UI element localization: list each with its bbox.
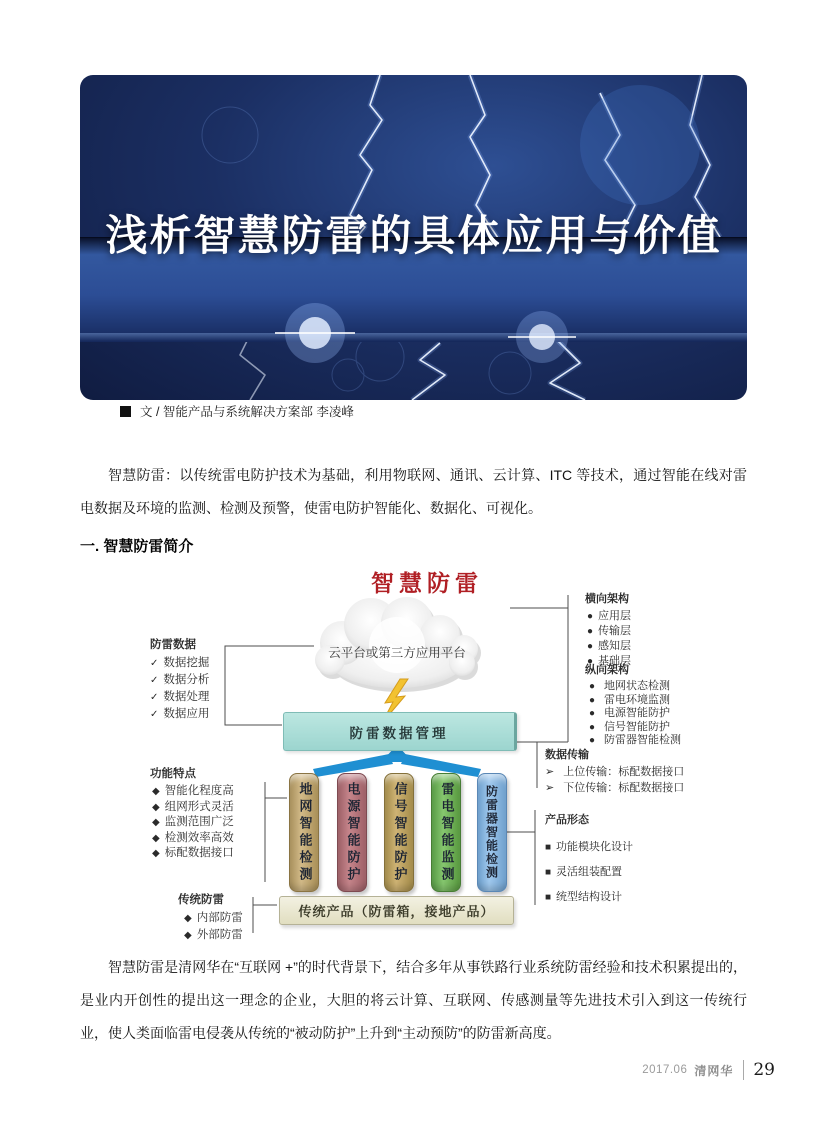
- list-item: ● 基础层: [587, 655, 632, 667]
- group-product-form: 产品形态 ■ 功能模块化设计 ■ 灵活组装配置 ■ 统型结构设计: [545, 811, 633, 910]
- footer-brand-logo: 清网华: [694, 1063, 734, 1078]
- check-bullet-icon: ✓: [150, 675, 159, 686]
- list-item: ● 地网状态检测: [589, 680, 671, 692]
- list-item: ● 传输层: [587, 625, 632, 637]
- smart-lightning-diagram: [80, 565, 747, 950]
- group-lightning-data: 防雷数据 ✓ 数据挖掘 ✓ 数据分析 ✓ 数据处理 ✓ 数据应用: [150, 636, 209, 723]
- diamond-bullet-icon: ◆: [152, 817, 160, 829]
- diamond-bullet-icon: ◆: [184, 913, 192, 924]
- list-item: ◆ 标配数据接口: [152, 846, 234, 862]
- dot-bullet-icon: ●: [587, 626, 594, 637]
- pillar-lightning-monitor: 雷电智能监测: [431, 773, 461, 892]
- list-item: ● 应用层: [587, 610, 632, 622]
- list-item: ◆ 外部防雷: [184, 927, 243, 944]
- dot-bullet-icon: ●: [589, 721, 596, 733]
- list-item: ✓ 数据处理: [150, 689, 209, 706]
- dot-bullet-icon: ●: [587, 611, 594, 622]
- traditional-products-box: 传统产品（防雷箱，接地产品）: [279, 896, 514, 925]
- byline-text: 文 / 智能产品与系统解决方案部 李凌峰: [140, 405, 354, 419]
- list-item: ● 雷电环境监测: [589, 693, 671, 706]
- article-title: 浅析智慧防雷的具体应用与价值: [105, 212, 722, 259]
- square-bullet-icon: ■: [545, 842, 552, 853]
- pillar-arrester: 防雷器智能检测: [477, 773, 507, 892]
- dot-bullet-icon: ●: [589, 681, 596, 692]
- byline: [120, 402, 354, 420]
- page-footer: [642, 1060, 775, 1080]
- data-management-box: 防雷数据管理: [283, 712, 517, 751]
- check-bullet-icon: ✓: [150, 658, 159, 669]
- list-item: ◆ 监测范围广泛: [152, 815, 234, 831]
- footer-divider: [743, 1060, 744, 1080]
- group-traditional: 传统防雷 ◆ 内部防雷 ◆ 外部防雷: [178, 891, 243, 944]
- list-item: ● 信号智能防护: [589, 720, 671, 733]
- arrow-bullet-icon: ➢: [545, 781, 555, 794]
- list-item: ◆ 智能化程度高: [152, 784, 234, 800]
- section-heading: 一. 智慧防雷简介: [80, 538, 194, 555]
- diamond-bullet-icon: ◆: [152, 786, 160, 797]
- list-item: ◆ 检测效率高效: [152, 831, 234, 847]
- list-item: ● 感知层: [587, 640, 632, 652]
- list-item: ■ 功能模块化设计: [545, 835, 633, 860]
- list-item: ◆ 组网形式灵活: [152, 800, 234, 816]
- dot-bullet-icon: ●: [589, 735, 596, 747]
- intro-paragraph: 智慧防雷：以传统雷电防护技术为基础，利用物联网、通讯、云计算、ITC 等技术，通过智能在线对雷电数据及环境的监测、检测及预警，使雷电防护智能化、数据化、可视化。: [80, 467, 747, 516]
- list-item: ➢ 上位传输：标配数据接口: [545, 765, 684, 781]
- diagram-title: 智慧防雷: [371, 570, 483, 597]
- check-bullet-icon: ✓: [150, 692, 159, 703]
- page-number: 29: [753, 1060, 775, 1080]
- byline-square-icon: [120, 406, 131, 417]
- pillar-power: 电源智能防护: [337, 773, 367, 892]
- group-horizontal-arch: 横向架构 ● 应用层 ● 传输层 ● 感知层 ● 基础层: [585, 593, 632, 667]
- square-bullet-icon: ■: [545, 867, 552, 878]
- group-features: 功能特点 ◆ 智能化程度高 ◆ 组网形式灵活 ◆ 监测范围广泛 ◆ 检测效率高效 ◆ 标配数据接口: [150, 765, 234, 862]
- list-item: ✓ 数据挖掘: [150, 655, 209, 672]
- group-data-transfer: 数据传输 ➢ 上位传输：标配数据接口 ➢ 下位传输：标配数据接口: [545, 746, 684, 796]
- square-bullet-icon: ■: [545, 892, 552, 903]
- list-item: ■ 统型结构设计: [545, 885, 633, 910]
- cloud-platform-label: 云平台或第三方应用平台: [328, 645, 466, 660]
- check-bullet-icon: ✓: [150, 709, 159, 720]
- diamond-bullet-icon: ◆: [184, 930, 192, 941]
- list-item: ◆ 内部防雷: [184, 910, 243, 927]
- arrow-bullet-icon: ➢: [545, 766, 555, 778]
- diamond-bullet-icon: ◆: [152, 801, 160, 813]
- dot-bullet-icon: ●: [587, 656, 594, 667]
- pillar-ground-network: 地网智能检测: [289, 773, 319, 892]
- dot-bullet-icon: ●: [587, 641, 594, 652]
- diamond-bullet-icon: ◆: [152, 848, 160, 860]
- dot-bullet-icon: ●: [589, 694, 596, 706]
- banner-image: [80, 75, 747, 400]
- footer-issue: 2017.06: [642, 1064, 688, 1076]
- diamond-bullet-icon: ◆: [152, 832, 160, 844]
- group-vertical-arch: 纵向架构 ● 地网状态检测 ● 雷电环境监测 ● 电源智能防护 ● 信号智能防护 ● 防雷器智能检测: [585, 664, 682, 747]
- list-item: ■ 灵活组装配置: [545, 860, 633, 885]
- pillar-signal: 信号智能防护: [384, 773, 414, 892]
- closing-paragraph: 智慧防雷是清网华在“互联网 +”的时代背景下，结合多年从事铁路行业系统防雷经验和技术积累提出的，是业内开创性的提出这一理念的企业，大胆的将云计算、互联网、传感测量等先进技术引入到这一传统行业，使人类面临雷电侵袭从传统的“被动防护”上升到“主动预防”的防雷新高度。: [80, 959, 747, 1041]
- dot-bullet-icon: ●: [589, 708, 596, 720]
- list-item: ➢ 下位传输：标配数据接口: [545, 781, 684, 797]
- list-item: ✓ 数据分析: [150, 672, 209, 689]
- list-item: ✓ 数据应用: [150, 706, 209, 723]
- list-item: ● 电源智能防护: [589, 707, 671, 720]
- list-item: ● 防雷器智能检测: [589, 734, 682, 747]
